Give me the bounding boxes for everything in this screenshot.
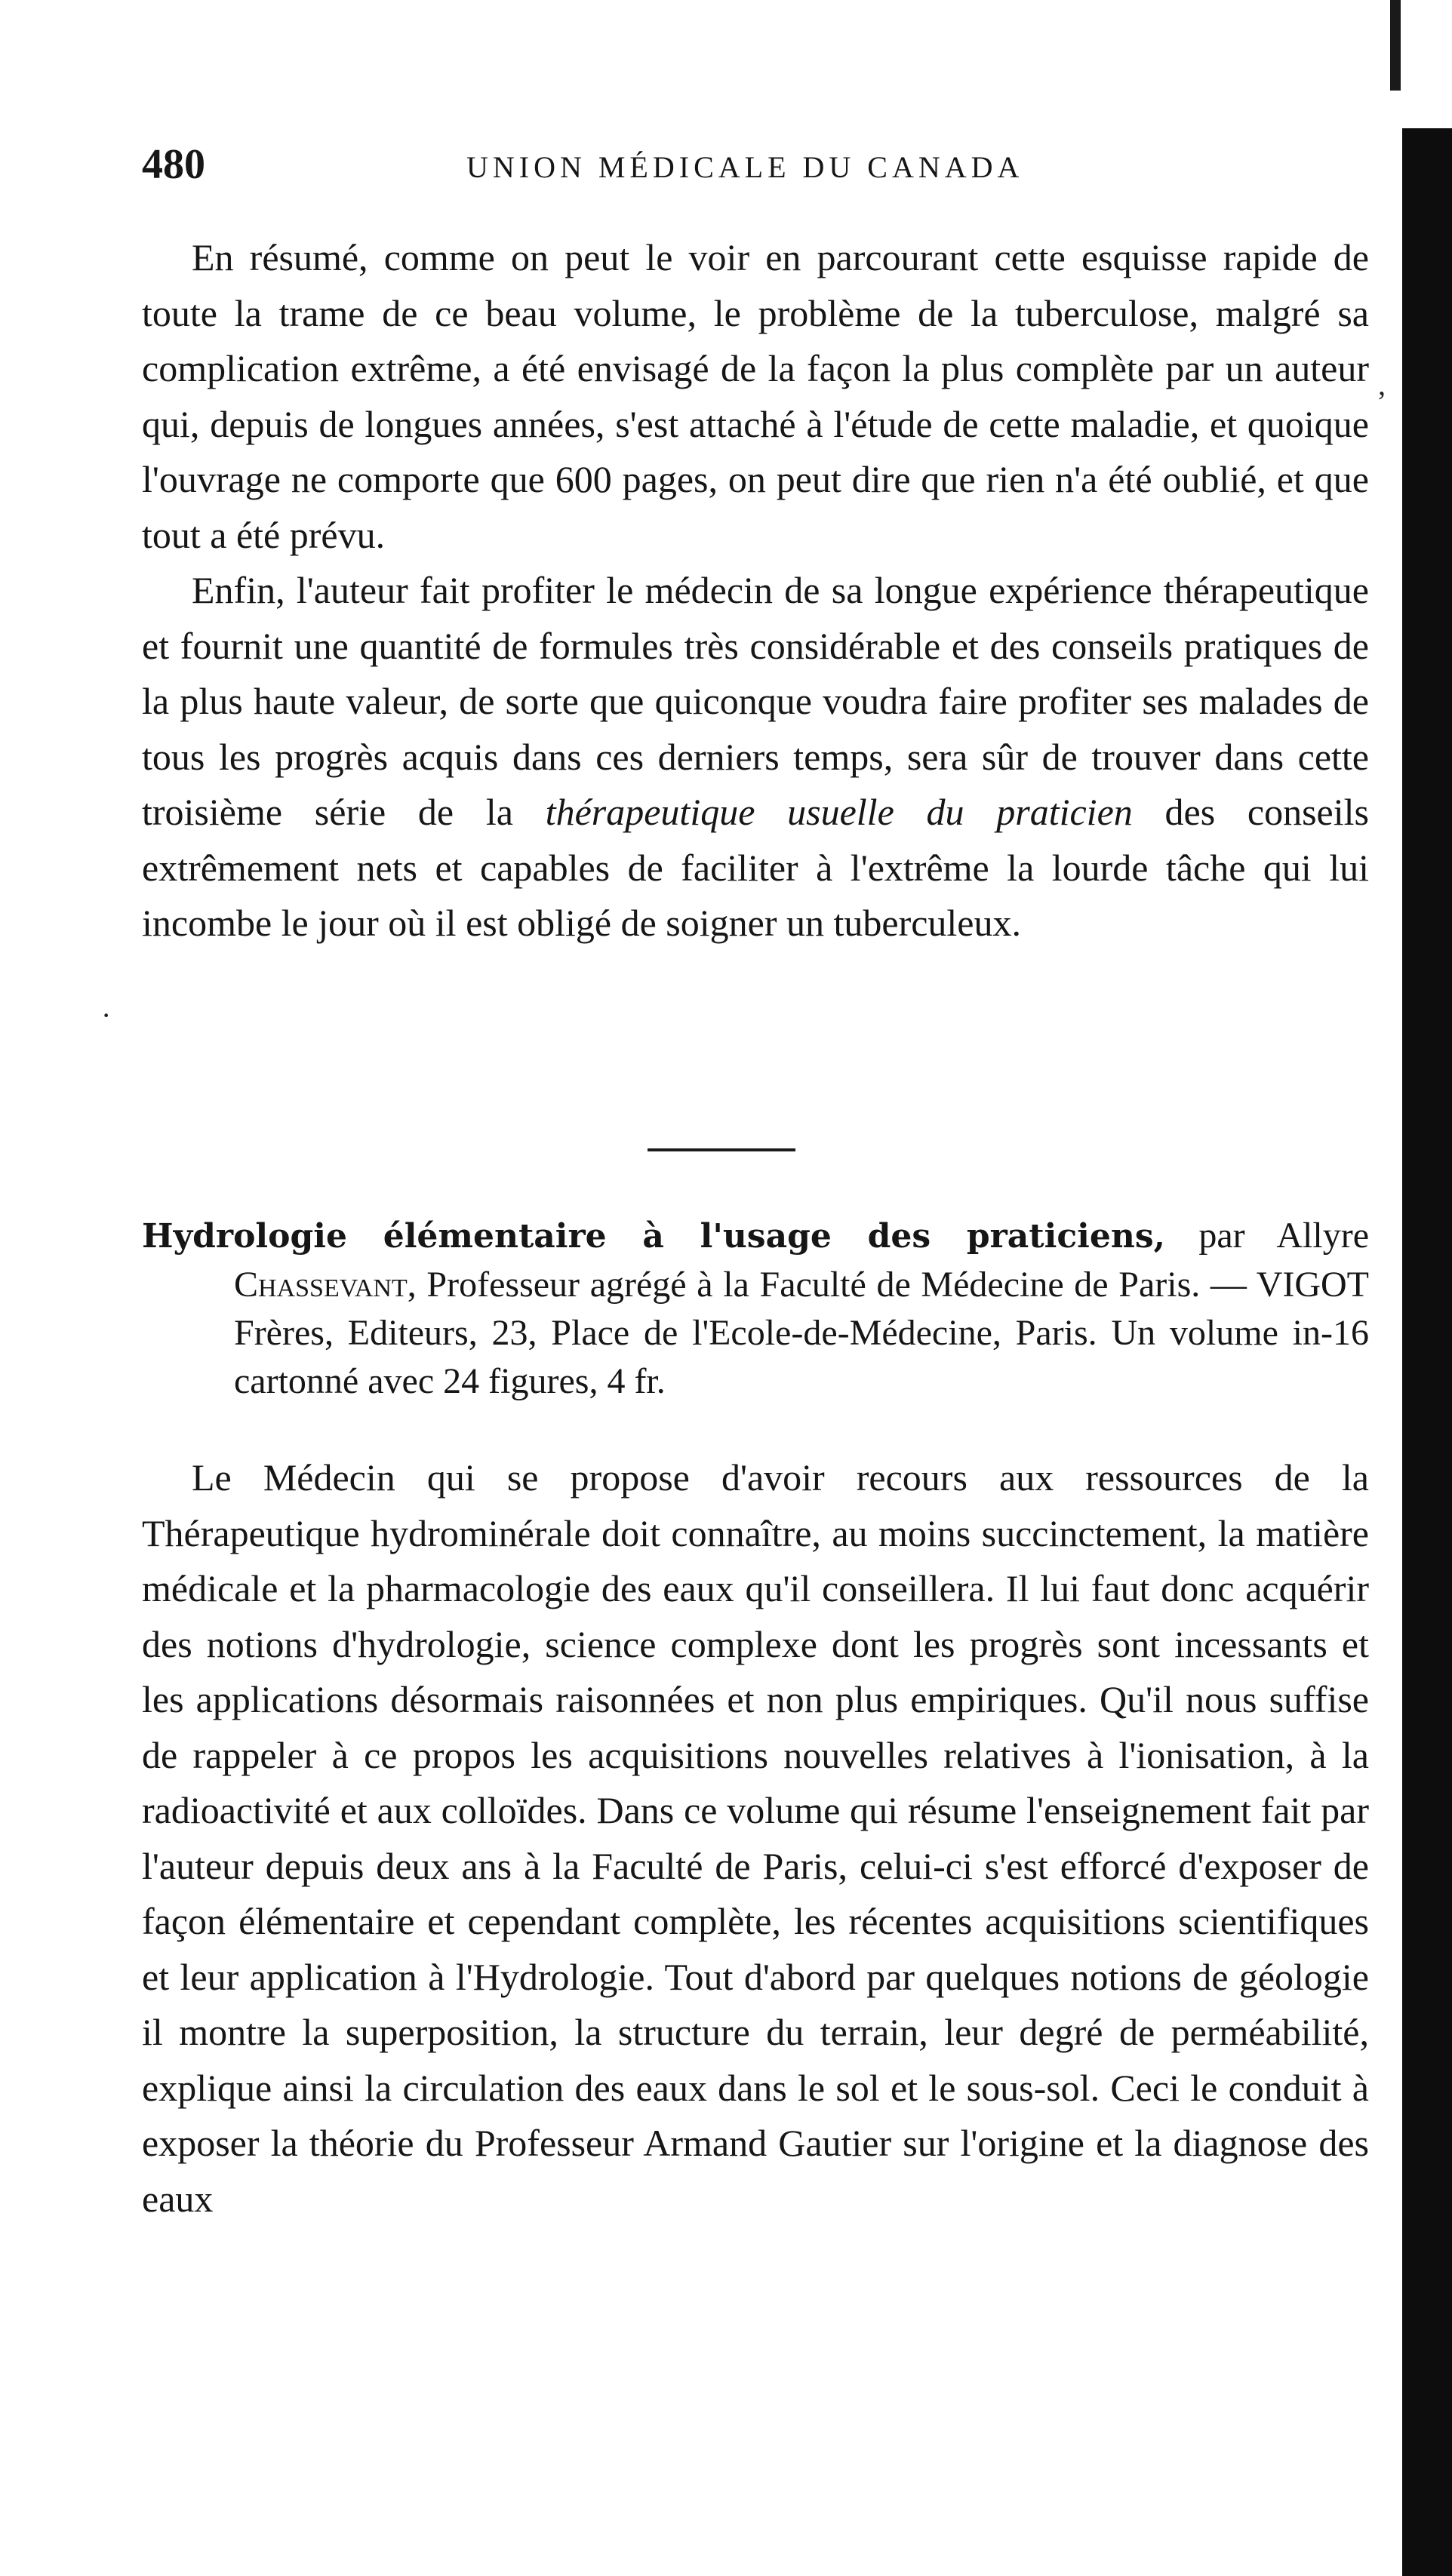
paragraph-text-after-italic: des conseils extrêmement nets et capables de faciliter à l'extrême la lourde tâche qui lui incombe le jour où il est obligé de soigner un tuberculeux. — [142, 791, 1369, 944]
page-number: 480 — [142, 141, 205, 188]
margin-speck-left: · — [101, 998, 112, 1032]
journal-title: UNION MÉDICALE DU CANADA — [466, 150, 1024, 184]
book-citation — [142, 1212, 1369, 1406]
book-publication-details: , Professeur agrégé à la Faculté de Médecine de Paris. — VIGOT Frères, Editeurs, 23, Place de l'Ecole-de-Médecine, Paris. Un volume in-16 cartonné avec 24 figures, 4 fr. — [234, 1265, 1369, 1401]
section-divider — [648, 1148, 795, 1151]
binding-edge-top — [1390, 0, 1401, 91]
book-author: Chassevant — [234, 1265, 408, 1305]
book-title: Hydrologie élémentaire à l'usage des praticiens, — [142, 1217, 1165, 1256]
binding-edge — [1402, 128, 1452, 2576]
book-by: par Allyre — [1164, 1216, 1370, 1256]
review-conclusion — [142, 230, 1369, 951]
running-head — [142, 140, 1380, 201]
paragraph-summary: En résumé, comme on peut le voir en parcourant cette esquisse rapide de toute la trame de ce beau volume, le problème de la tuberculose, malgré sa complication extrême, a été envisagé de la façon la plus complète par un auteur qui, depuis de longues années, s'est attaché à l'étude de cette maladie, et quoique l'ouvrage ne comporte que 600 pages, on peut dire que rien n'a été oublié, et que tout a été prévu. — [142, 236, 1369, 556]
paragraph-hydrology: Le Médecin qui se propose d'avoir recours aux ressources de la Thérapeutique hydrominérale doit connaître, au moins succinctement, la matière médicale et la pharmacologie des eaux qu'il conseillera. Il lui faut donc acquérir des notions d'hydrologie, science complexe dont les progrès sont incessants et les applications désormais raisonnées et non plus empiriques. Qu'il nous suffise de rappeler à ce propos les acquisitions nouvelles relatives à l'ionisation, à la radioactivité et aux colloïdes. Dans ce volume qui résume l'enseignement fait par l'auteur depuis deux ans à la Faculté de Paris, celui-ci s'est efforcé d'exposer de façon élémentaire et cependant complète, les récentes acquisitions scientifiques et leur application à l'Hydrologie. Tout d'abord par quelques notions de géologie il montre la superposition, la structure du terrain, leur degré de perméabilité, explique ainsi la circulation des eaux dans le sol et le sous-sol. Ceci le conduit à exposer la théorie du Professeur Armand Gautier sur l'origine et la diagnose des eaux — [142, 1456, 1369, 2220]
review-hydrology — [142, 1450, 1369, 2227]
book-series-title: thérapeutique usuelle du praticien — [545, 791, 1133, 833]
margin-speck-right: , — [1378, 367, 1386, 401]
paragraph-therapeutic — [142, 563, 1369, 951]
paragraph-text-before-italic: Enfin, l'auteur fait profiter le médecin de sa longue expérience thérapeutique et fournit une quantité de formules très considérable et des conseils pratiques de la plus haute valeur, de sorte que quiconque voudra faire profiter ses malades de tous les progrès acquis dans ces derniers temps, sera sûr de trouver dans cette troisième série de la — [142, 569, 1369, 833]
